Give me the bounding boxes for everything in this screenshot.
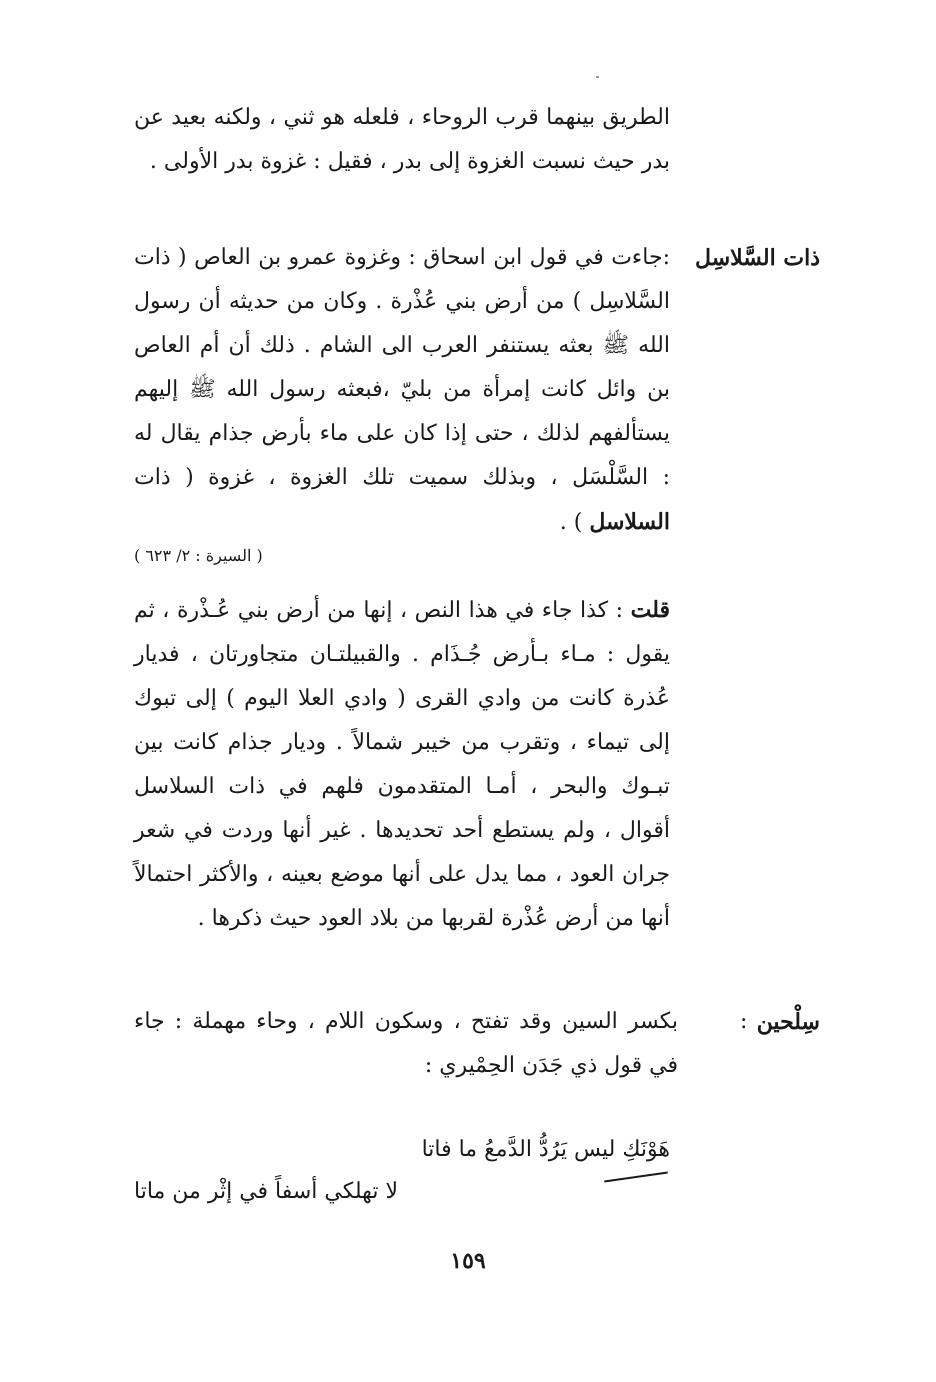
- entry-heading-silhin: سِلْحين: [756, 1009, 820, 1035]
- entry2-body-text: بكسر السين وقد تفتح ، وسكون اللام ، وحاء مهملة : جاء في قول ذي جَدَن الحِمْيري :: [134, 1009, 678, 1078]
- print-speck: [596, 76, 599, 78]
- entry-heading-dhat-al-salasil: ذات السَّلاسِل: [695, 245, 820, 271]
- note-label: قلت: [630, 597, 670, 623]
- entry-silhin-body: [134, 1000, 678, 1088]
- note-body: : كذا جاء في هذا النص ، إنها من أرض بني عُـذْرة ، ثم يقول : مـاء بـأرض جُـذَام . والقبيلتـان متجاورتان ، فديار عُذرة كانت من وادي القرى ( وادي العلا اليوم ) إلى تبوك إلى تيماء ، وتقرب من خيبر شمالاً . وديار جذام كانت بين تبـوك والبحر ، أمـا المتقدمون فلهم في ذات السلاسل أقوال ، ولم يستطع أحد تحديدها . غير أنها وردت في شعر جران العود ، مما يدل على أنها موضع بعينه ، والأكثر احتمالاً أنها من أرض عُذْرة لقربها من بلاد العود حيث ذكرها .: [134, 598, 670, 931]
- entry1-body-end: ) .: [559, 510, 590, 535]
- entry-dhat-al-salasil-body: [134, 236, 670, 545]
- entry1-body-start: :جاءت في قول ابن اسحاق : وغزوة عمرو بن العاص ( ذات السَّلاسِل ) من أرض بني عُذْرة . وكان من حديثه أن رسول الله ﷺ بعثه يستنفر العرب الى الشام . ذلك أن أم العاص بن وائل كانت إمرأة من بليّ ،فبعثه رسول الله ﷺ إليهم يستألفهم لذلك ، حتى إذا كان على ماء بأرض جذام يقال له : السَّلْسَل ، وبذلك سميت تلك الغزوة ، غزوة ( ذات: [134, 245, 670, 490]
- entry1-body-bold: السلاسل: [589, 509, 670, 535]
- note-paragraph: [134, 588, 670, 941]
- entry-heading-colon: :: [740, 1009, 748, 1034]
- verse-line-2: لا تهلكي أسفاً في إثْر من ماتا: [134, 1179, 398, 1204]
- verse-line-1: هَوْنَكِ ليس يَرُدُّ الدَّمعُ ما فاتا: [421, 1137, 670, 1162]
- page-number: ١٥٩: [450, 1248, 486, 1274]
- source-citation: ( السيرة : ٢/ ٦٢٣ ): [134, 546, 263, 565]
- intro-text: الطريق بينهما قرب الروحاء ، فلعله هو ثني ، ولكنه بعيد عن بدر حيث نسبت الغزوة إلى بدر ، فقيل : غزوة بدر الأولى .: [134, 105, 670, 174]
- intro-paragraph: [134, 96, 670, 184]
- verse-underline-mark: [604, 1172, 668, 1183]
